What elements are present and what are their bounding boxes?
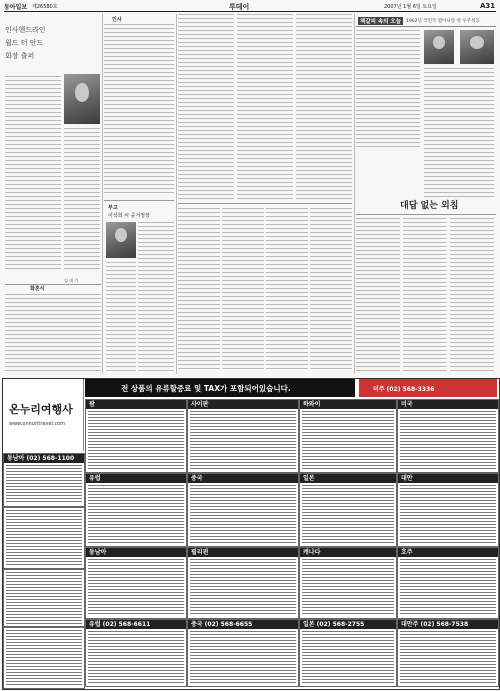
paper-name: 동아일보 (4, 4, 28, 11)
article-text (178, 14, 234, 200)
ad-box (299, 547, 397, 619)
ad-box (397, 399, 499, 473)
right-headline: 대답 없는 외침 (400, 201, 459, 211)
ad-box-head: 중국 (188, 474, 298, 483)
ad-box (397, 547, 499, 619)
ad-brand: 온누리여행사 (9, 403, 73, 416)
divider (104, 200, 174, 201)
page-number: A31 (480, 2, 496, 10)
ad-box-head: 대만 (398, 474, 498, 483)
ad-box (299, 473, 397, 547)
ad-head-box (3, 507, 85, 569)
right-text (403, 218, 447, 372)
ad-banner-right-text: 미주 (02) 568-3336 (373, 386, 435, 393)
article-text (266, 208, 308, 372)
ad-box-head: 미국 (398, 400, 498, 409)
today-text-2 (424, 68, 494, 198)
column-text-2 (64, 128, 100, 272)
ad-box-head: 유럽 (02) 568-6611 (86, 620, 186, 629)
ad-box (299, 399, 397, 473)
feature-headline: 인사헨드라인 월드 터 안드 회장 출퍼 (5, 26, 46, 60)
ad-banner-text: 전 상품의 유류할증료 및 TAX가 포함되어있습니다. (121, 384, 291, 393)
ad-box-head: 일본 (02) 568-2755 (300, 620, 396, 629)
column-text (5, 76, 61, 272)
today-photo-2 (460, 30, 494, 64)
ad-box (187, 473, 299, 547)
obituary-title: 이석희 씨 중거정장 (108, 213, 150, 219)
column-byline: 김 대 기 (64, 278, 79, 283)
issue-date: 2007년 1월 6일 토요일 (384, 4, 437, 10)
divider (102, 14, 103, 374)
ad-box-head: 필리핀 (188, 548, 298, 557)
ad-box (397, 619, 499, 687)
today-photo (424, 30, 454, 64)
ad-box-head: 하와이 (300, 400, 396, 409)
ad-box (85, 399, 187, 473)
ad-box-head: 사이판 (188, 400, 298, 409)
ad-box (187, 547, 299, 619)
article-text (310, 208, 352, 372)
ad-head-box (3, 453, 85, 507)
ad-box-head: 캐나다 (300, 548, 396, 557)
ad-box (85, 619, 187, 687)
article-text (178, 208, 220, 372)
divider (176, 14, 177, 374)
divider (354, 14, 355, 374)
ad-box-head: 중국 (02) 568-6655 (188, 620, 298, 629)
masthead (4, 2, 496, 12)
today-title: 책갈피 속의 오늘 (360, 19, 402, 25)
obituary-text (138, 222, 174, 372)
wedding-head: 화혼식 (30, 286, 45, 292)
travel-ad (2, 378, 500, 690)
divider (356, 214, 496, 215)
today-box (356, 16, 496, 27)
issue-number: 제26580호 (32, 4, 58, 10)
ad-box-head: 유럽 (86, 474, 186, 483)
ad-head-box (3, 627, 85, 689)
divider (178, 203, 352, 204)
ad-box-head: 대만주 (02) 568-7538 (398, 620, 498, 629)
obituary-head: 부고 (108, 205, 118, 211)
ad-box-head: 동남아 (86, 548, 186, 557)
ad-box-head: 일본 (300, 474, 396, 483)
ad-box (187, 399, 299, 473)
column-photo (64, 74, 100, 124)
ad-box (187, 619, 299, 687)
article-text (296, 14, 352, 200)
ad-url: www.onnuritravel.com (9, 421, 66, 427)
right-text (356, 218, 400, 372)
ad-head: 동남아 (02) 568-1100 (4, 454, 84, 463)
ad-box (85, 547, 187, 619)
article-text (222, 208, 264, 372)
ad-head-box (3, 569, 85, 627)
ad-box-head: 괌 (86, 400, 186, 409)
personnel-head: 인사 (112, 17, 122, 23)
ad-box (397, 473, 499, 547)
article-text (237, 14, 293, 200)
right-text (450, 218, 494, 372)
obituary-text-2 (106, 262, 136, 372)
ad-box-head: 호주 (398, 548, 498, 557)
wedding-text (5, 294, 101, 374)
today-year: 1962년 국민국 열아니랑 첫 우주성공 (406, 19, 480, 24)
divider (5, 284, 101, 285)
obituary-photo (106, 222, 136, 258)
ad-box (85, 473, 187, 547)
today-text (356, 30, 420, 150)
ad-box (299, 619, 397, 687)
ad-brand-block (3, 379, 84, 451)
personnel-text (104, 24, 174, 194)
section-title: 투데이 (229, 3, 250, 11)
